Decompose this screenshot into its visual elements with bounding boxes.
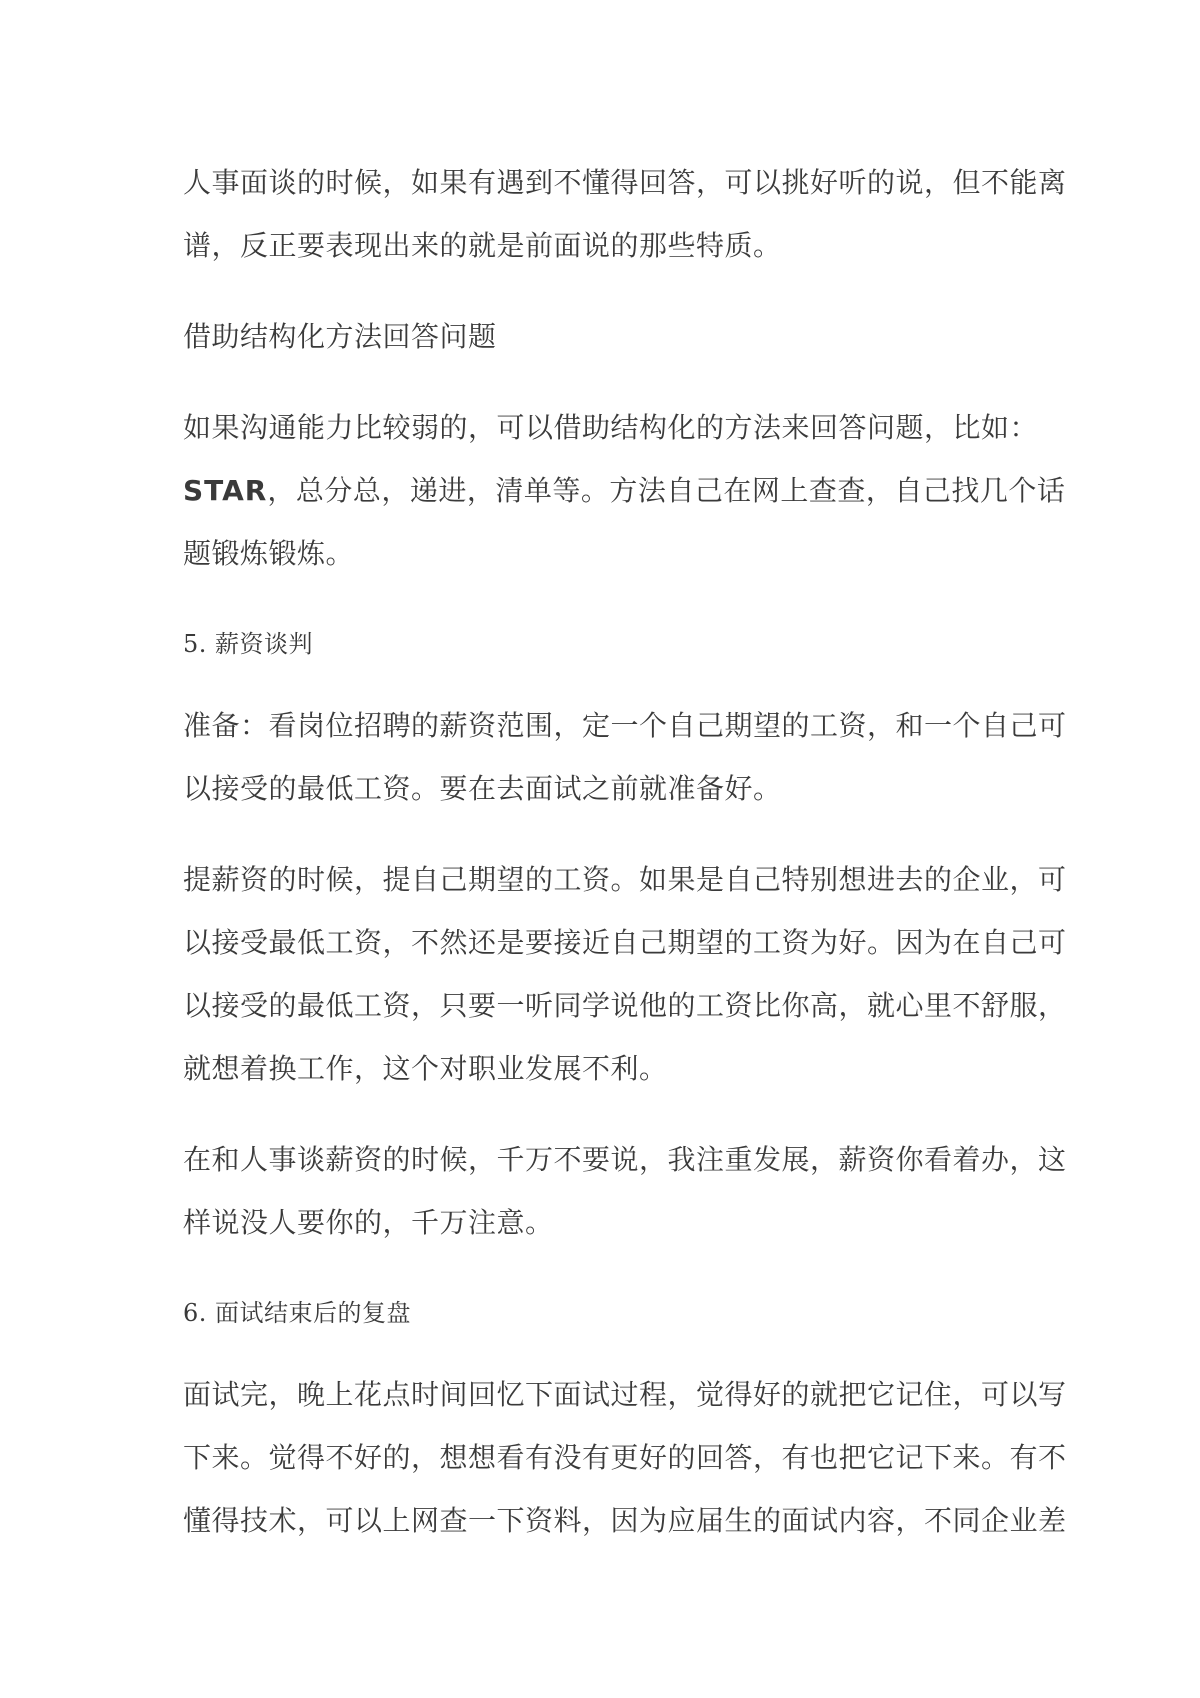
text-line: 以接受最低工资，不然还是要接近自己期望的工资为好。因为在自己可 — [183, 926, 1067, 959]
text-line: 题锻炼锻炼。 — [183, 537, 355, 570]
paragraph-hr-interview — [183, 151, 1067, 277]
text-line: 懂得技术，可以上网查一下资料，因为应届生的面试内容，不同企业差 — [183, 1504, 1067, 1537]
text-line: 人事面谈的时候，如果有遇到不懂得回答，可以挑好听的说，但不能离 — [183, 166, 1067, 199]
text-line: 以接受的最低工资，只要一听同学说他的工资比你高，就心里不舒服， — [183, 989, 1067, 1022]
paragraph-salary-prep — [183, 694, 1067, 820]
text-line: 如果沟通能力比较弱的，可以借助结构化的方法来回答问题，比如： — [183, 411, 1039, 444]
text-line: 样说没人要你的，千万注意。 — [183, 1206, 554, 1239]
paragraph-salary-ask — [183, 848, 1067, 1100]
text-line: 就想着换工作，这个对职业发展不利。 — [183, 1052, 668, 1085]
text-line: 准备：看岗位招聘的薪资范围，定一个自己期望的工资，和一个自己可 — [183, 709, 1067, 742]
text-line: 以接受的最低工资。要在去面试之前就准备好。 — [183, 772, 782, 805]
paragraph-structured-method — [183, 396, 1066, 585]
star-keyword: STAR — [183, 474, 268, 507]
document-page — [183, 151, 1067, 1580]
text-line — [183, 459, 1066, 522]
section-title-review: 6. 面试结束后的复盘 — [183, 1299, 412, 1327]
paragraph-salary-warning — [183, 1128, 1067, 1254]
text-line: 下来。觉得不好的，想想看有没有更好的回答，有也把它记下来。有不 — [183, 1441, 1067, 1474]
section-title-salary: 5. 薪资谈判 — [183, 630, 314, 658]
text-line: 在和人事谈薪资的时候，千万不要说，我注重发展，薪资你看着办，这 — [183, 1143, 1067, 1176]
text-line: 面试完，晚上花点时间回忆下面试过程，觉得好的就把它记住，可以写 — [183, 1378, 1067, 1411]
paragraph-review — [183, 1363, 1067, 1552]
heading-structured-method: 借助结构化方法回答问题 — [183, 320, 497, 353]
text-line: 谱，反正要表现出来的就是前面说的那些特质。 — [183, 229, 782, 262]
text-fragment: ，总分总，递进，清单等。方法自己在网上查查，自己找几个话 — [267, 474, 1066, 507]
text-line: 提薪资的时候，提自己期望的工资。如果是自己特别想进去的企业，可 — [183, 863, 1067, 896]
